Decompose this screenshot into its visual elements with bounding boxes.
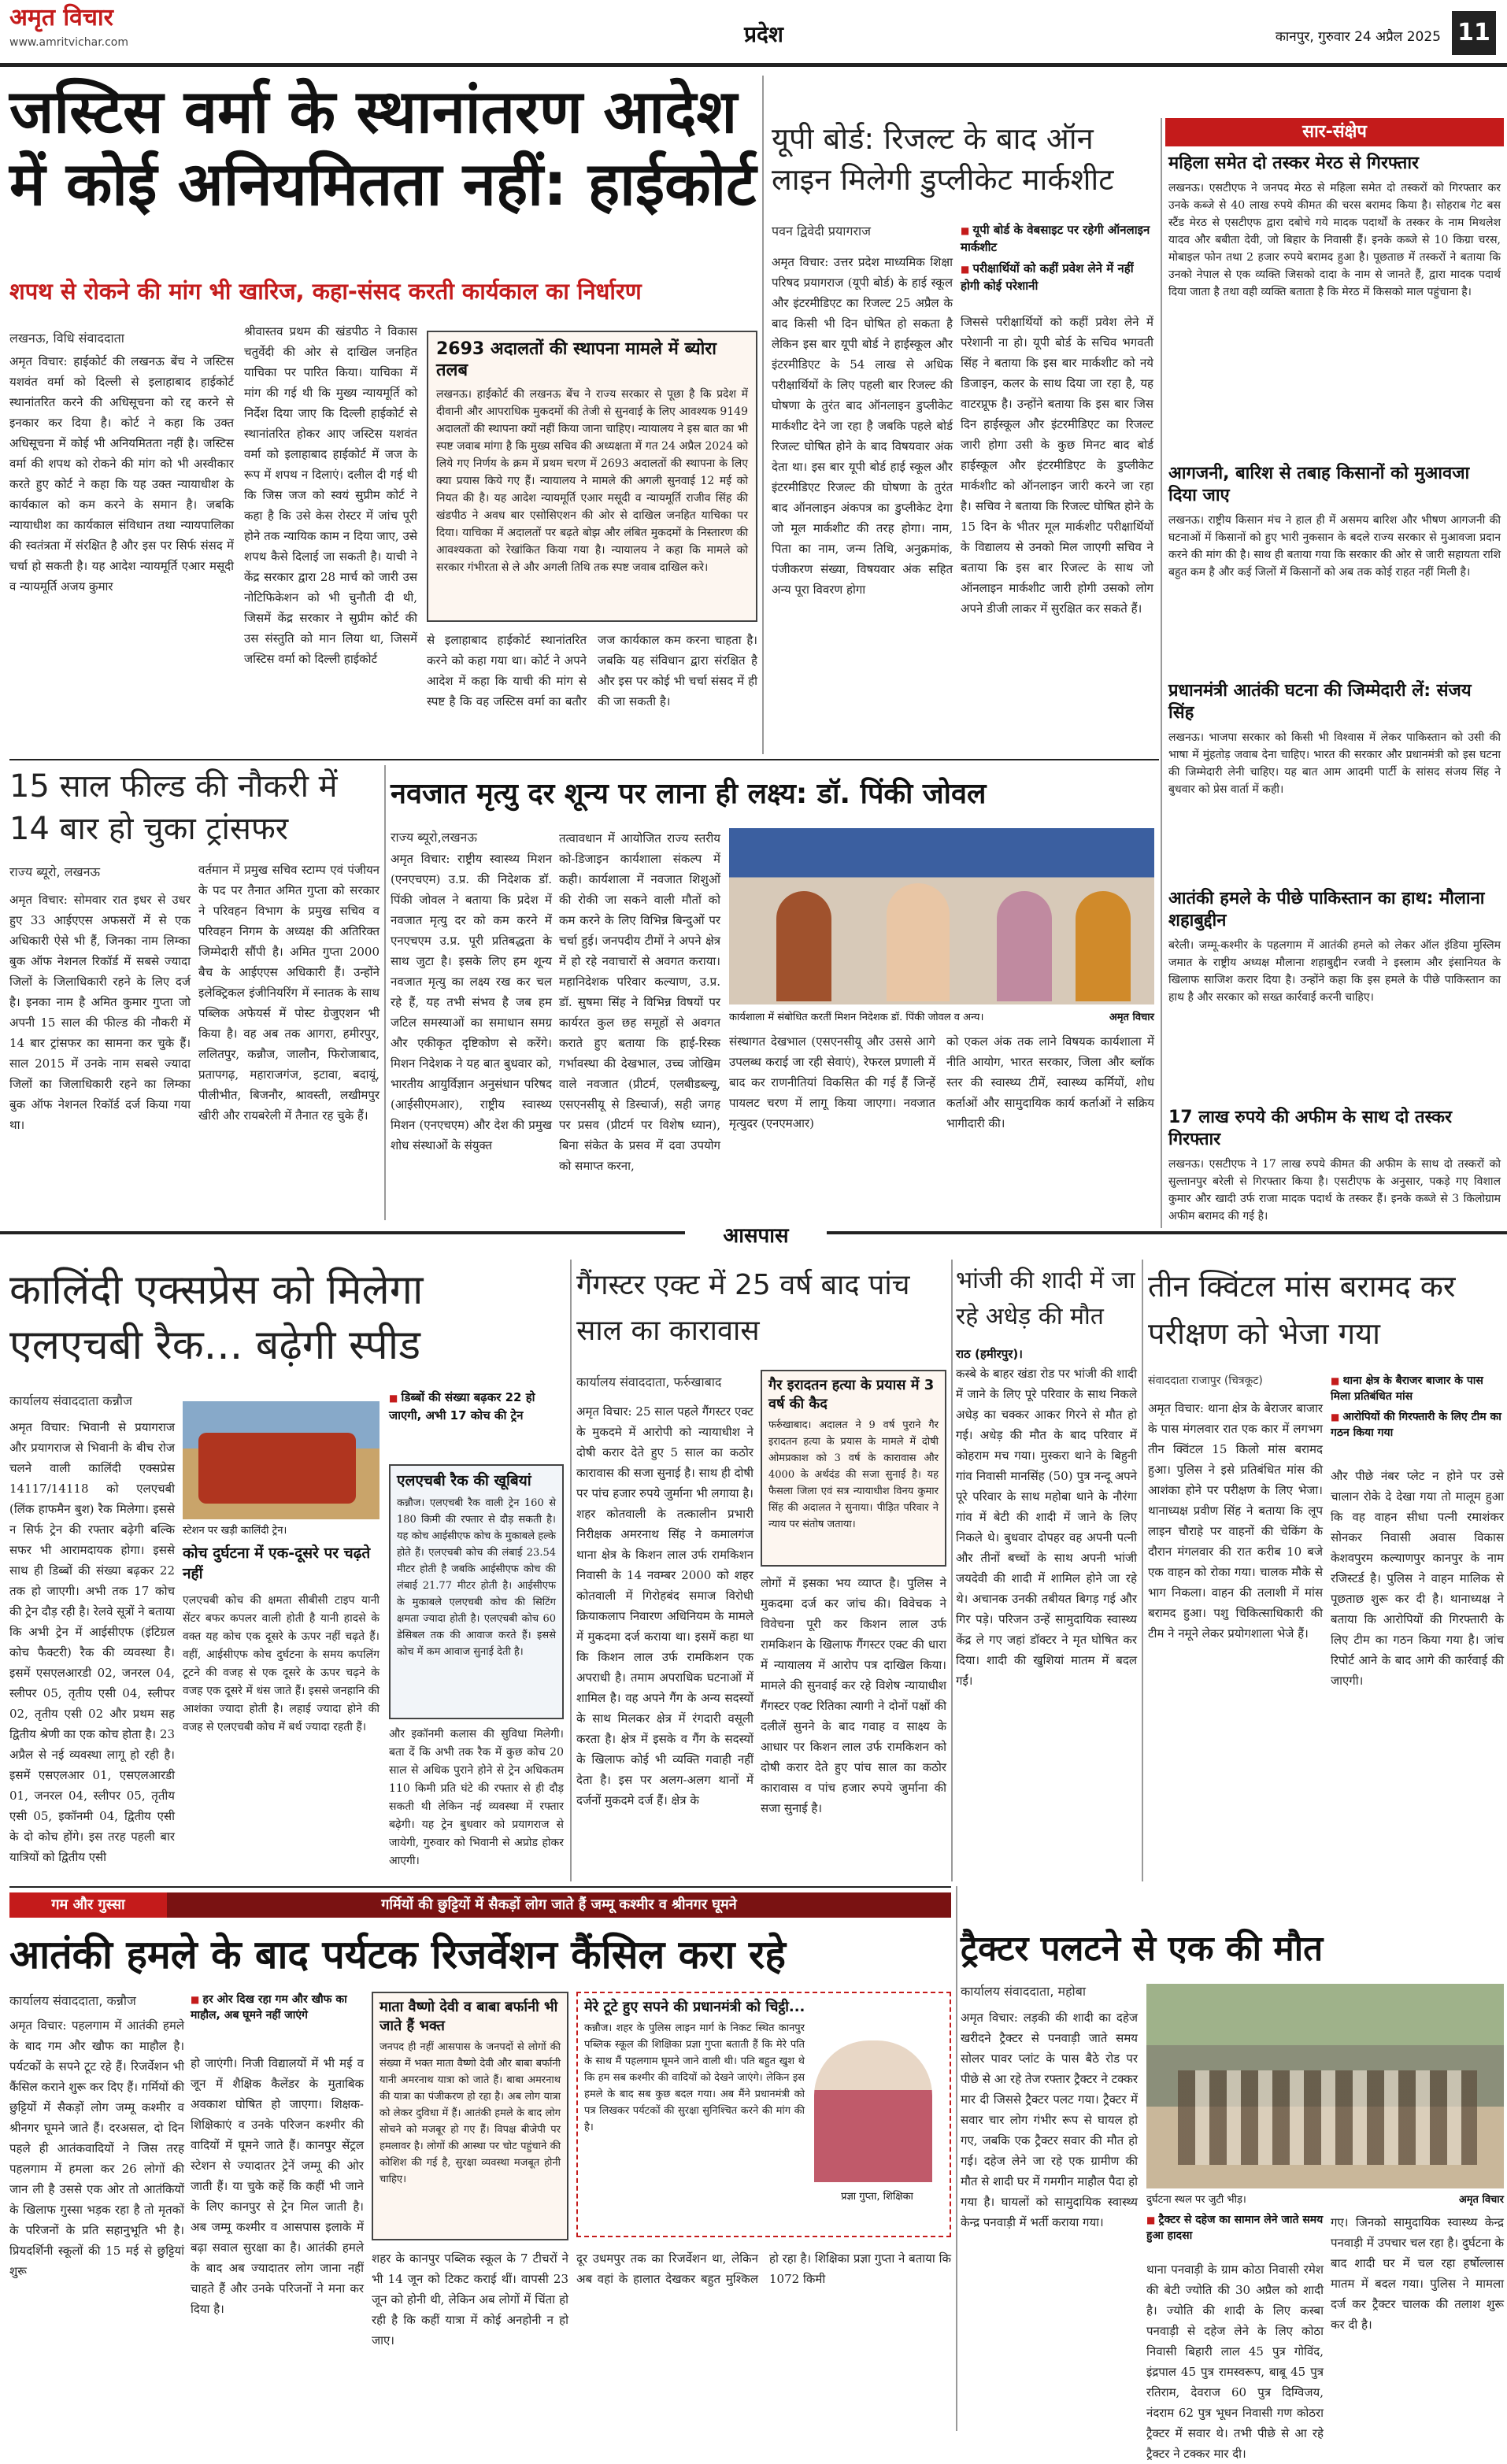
bhanji-byline: राठ (हमीरपुर)। — [956, 1347, 1023, 1361]
kalindi-photo — [183, 1401, 380, 1519]
newborn-headline[interactable]: नवजात मृत्यु दर शून्य पर लाना ही लक्ष्य: डॉ. पिंकी जोवल — [391, 778, 987, 810]
sidebar-item[interactable] — [1168, 1107, 1501, 1225]
dateline: कानपुर, गुरुवार 24 अप्रैल 2025 — [1275, 29, 1441, 45]
transfer-headline[interactable]: 15 साल फील्ड की नौकरी में 14 बार हो चुका ट्रांसफर — [9, 768, 338, 847]
col-rule — [951, 1260, 953, 1881]
col-rule — [956, 1886, 957, 2431]
kalindi-headline[interactable]: कालिंदी एक्सप्रेस को मिलेगा एलएचबी रैक... बढ़ेगी स्पीड — [9, 1267, 424, 1369]
kalindi-box-body: कन्नौज। एलएचबी रैक वाली ट्रेन 160 से 180 किमी की रफ्तार से दौड़ सकती है। यह कोच आईसीएफ कोच के मुकाबले हल्के होते हैं। एलएचबी कोच की लंबाई 23.54 मीटर होती है जबकि आईसीएफ कोच की लंबाई 21.77 मीटर होती है। आईसीएफ के मुकाबले एलएचबी कोच की सिटिंग क्षमता ज्यादा होती है। एलएचबी कोच 60 डेसिबल तक की आवाज करते हैं। इससे कोच में कम आवाज सुनाई देती है। — [397, 1497, 556, 1658]
quote-name: प्रज्ञा गुप्ता, शिक्षिका — [841, 2191, 913, 2203]
sidebar-item[interactable] — [1168, 888, 1501, 1101]
tractor-headline[interactable]: ट्रैक्टर पलटने से एक की मौत — [961, 1929, 1324, 1969]
meat-body-1: अमृत विचार: थाना क्षेत्र के बेराजर बाजार के पास मंगलवार रात एक कार में लगभग तीन क्विंटल 15 किलो मांस बरामद हुआ। पुलिस ने इसे प्रतिबंधित मांस की आशंका होने पर परीक्षण के लिए भेजा। थानाध्यक्ष प्रवीण सिंह ने बताया कि लूप लाइन चौराहे पर वाहनों की चेकिंग के दौरान मंगलवार की रात करीब 10 बजे एक वाहन को रोका गया। चालक मौके से भाग निकला। वाहन की तलाशी में मांस बरामद हुआ। पशु चिकित्साधिकारी की टीम ने नमूने लेकर प्रयोगशाला भेजे हैं। — [1148, 1401, 1323, 1641]
newborn-byline: राज्य ब्यूरो,लखनऊ — [391, 830, 477, 845]
tourism-body-2: हो जाएंगी। निजी विद्यालयों में भी मई व जून में शैक्षिक कैलेंडर के मुताबिक अवकाश घोषित हो जाएगा। शिक्षक-शिक्षिकाएं व उनके परिजन कश्मीर की वादियों में घूमने जाते हैं। कानपुर सेंट्रल स्टेशन से ज्यादातर ट्रेनें जम्मू की ओर जाती हैं। या चुके कहें कि कहीं भी जाने के लिए कानपुर से ट्रेन मिल जाती है। अब जम्मू कश्मीर व आसपास इलाके में बढ़ा सवाल सुरक्षा का है। आतंकी हमले के बाद अब ज्यादातर लोग जाना नहीं चाहते हैं और उनके परिजनों ने मना कर दिया है। — [191, 2056, 364, 2316]
col-rule — [1142, 1260, 1143, 1881]
person-figure — [997, 891, 1052, 1001]
sidebar-item-body: लखनऊ। भाजपा सरकार को किसी भी विश्वास में लेकर पाकिस्तान को उसी की भाषा में मुंहतोड़ जवाब देना चाहिए। भारत की सरकार और प्रधानमंत्री को इस घटना की जिम्मेदारी लेनी चाहिए। यह बात आम आदमी पार्टी के सांसद संजय सिंह ने बुधवार को प्रेस वार्ता में कही। — [1168, 731, 1501, 796]
train-icon — [198, 1433, 356, 1504]
gangster-box — [761, 1370, 946, 1567]
tourism-strap: गर्मियों की छुट्टियों में सैकड़ों लोग जाते हैं जम्मू कश्मीर व श्रीनगर घूमने — [167, 1892, 951, 1918]
upboard-byline: पवन द्विवेदी प्रयागराज — [772, 224, 872, 239]
upboard-body-2: जिससे परीक्षार्थियों को कहीं प्रवेश लेने में परेशानी ना हो। यूपी बोर्ड के सचिव भगवती सिंह ने बताया कि इस बार मार्कशीट को नये डिजाइन, कलर के साथ दिया जा रहा है, यह वाटरप्रूफ है। उन्होंने बताया कि इस बार जिस दिन हाईस्कूल और इंटरमीडिएट का रिजल्ट जारी होगा उसी के कुछ मिनट बाद बोर्ड हाईस्कूल और इंटरमीडिएट के डुप्लीकेट मार्कशीट को ऑनलाइन जारी करने जा रहा है। सचिव ने बताया कि रिजल्ट घोषित होने के 15 दिन के भीतर मूल मार्कशीट परीक्षार्थियों के विद्यालय से उनको मिल जाएगी सचिव ने बताया कि इस बार रिजल्ट के साथ जो ऑनलाइन मार्कशीट जारी होगी उसको लोग अपने डीजी लाकर में सुरक्षित कर सकते हैं। — [961, 315, 1153, 616]
tourism-box-body: जनपद ही नहीं आसपास के जनपदों से लोगों की संख्या में भक्त माता वैष्णो देवी और बाबा बर्फानी यानी अमरनाथ यात्रा को जाते हैं। बाबा अमरनाथ की यात्रा का पंजीकरण हो रहा है। अब लोग यात्रा को लेकर दुविधा में हैं। आतंकी हमले के बाद लोग सोचने को मजबूर हो गए हैं। विपक्ष बीजेपी पर हमलावर है। लोगों की आस्था पर चोट पहुंचाने की कोशिश की गई है, सुरक्षा व्यवस्था मजबूत होनी चाहिए। — [380, 2041, 561, 2185]
person-figure — [887, 883, 950, 1001]
newborn-photo-caption: कार्यशाला में संबोधित करतीं मिशन निदेशक डॉ. पिंकी जोवल व अन्य। — [729, 1012, 984, 1023]
gangster-body-2: लोगों में इसका भय व्याप्त है। पुलिस ने मुकदमा दर्ज कर जांच की। विवेचक ने विवेचना पूरी कर किशन लाल उर्फ रामकिशन के खिलाफ गैंगस्टर एक्ट की धारा में न्यायालय में आरोप पत्र दाखिल किया। मामले की सुनवाई कर रहे विशेष न्यायाधीश गैंगस्टर एक्ट रितिका त्यागी ने दोनों पक्षों की दलीलें सुनने के बाद गवाह व साक्ष्य के आधार पर किशन लाल उर्फ रामकिशन को दोषी करार देते हुए पांच साल का कठोर कारावास व पांच हजार रुपये जुर्माना की सजा सुनाई है। — [761, 1576, 946, 1815]
newborn-photo — [729, 828, 1154, 1004]
upboard-body-1: अमृत विचार: उत्तर प्रदेश माध्यमिक शिक्षा परिषद प्रयागराज (यूपी बोर्ड) के हाई स्कूल और इंटरमीडिएट का रिजल्ट 25 अप्रैल के बाद किसी भी दिन घोषित हो सकता है लेकिन इस बार यूपी बोर्ड ने हाईस्कूल और इंटरमीडिएट के 54 लाख से अधिक परीक्षार्थियों के लिए पहली बार रिजल्ट की घोषणा के तुरंत बाद ऑनलाइन डुप्लीकेट मार्कशीट देने जा रहा है जबकि पहले बोर्ड रिजल्ट घोषित होने के बाद विषयवार अंक देता था। इस बार यूपी बोर्ड हाई स्कूल और इंटरमीडिएट रिजल्ट की घोषणा के तुरंत बाद ऑनलाइन अंकपत्र का डुप्लीकेट देगा जो मूल मार्कशीट की तरह होगा। नाम, पिता का नाम, जन्म तिथि, अनुक्रमांक, पंजीकरण संख्या, विषयवार अंक सहित अन्य पूरा विवरण होगा — [772, 255, 953, 597]
sidebar-item-body: लखनऊ। राष्ट्रीय किसान मंच ने हाल ही में असमय बारिश और भीषण आगजनी की घटनाओं में किसानों को हुए भारी नुकसान के बदले राज्य सरकार से मुआवजा प्रदान करने की मांग की है। साथ ही बताया गया कि सरकार की ओर से जारी सहायता राशि बहुत कम है और कई जिलों में किसानों को अब तक कोई राहत नहीं मिली है। — [1168, 514, 1501, 579]
section-aaspaas: आसपास — [685, 1222, 827, 1250]
bullet-2: ■ आरोपियों की गिरफ्तारी के लिए टीम का गठन किया गया — [1331, 1409, 1504, 1441]
sidebar-item-body: लखनऊ। एसटीएफ ने 17 लाख रुपये कीमत की अफीम के साथ दो तस्करों को सुल्तानपुर बरेली से गिरफ्तार किया है। एसटीएफ के अनुसार, पकड़े गए विशाल कुमार और खादी उर्फ राजा मादक पदार्थ के तस्कर हैं। इनके कब्जे से 3 किलोग्राम अफीम बरामद की गई है। — [1168, 1158, 1501, 1223]
tourism-body-3: शहर के कानपुर पब्लिक स्कूल के 7 टीचरों ने भी 14 जून को टिकट कराई थीं। वापसी 23 जून को होनी थी, लेकिन अब लोगों में चिंता हो रही है कि कहीं यात्रा में कोई अनहोनी न हो जाए। — [372, 2251, 568, 2347]
tractor-photo — [1146, 1984, 1504, 2188]
tourism-box — [372, 1992, 568, 2240]
meat-byline: संवाददाता राजापुर (चित्रकूट) — [1148, 1374, 1263, 1387]
bhanji-headline[interactable]: भांजी की शादी में जा रहे अधेड़ की मौत — [956, 1267, 1135, 1330]
sidebar-item-body: बरेली। जम्मू-कश्मीर के पहलगाम में आतंकी हमले को लेकर ऑल इंडिया मुस्लिम जमात के राष्ट्रीय अध्यक्ष मौलाना शहाबुद्दीन रजवी ने इस्लाम और इंसानियत के खिलाफ साजिश करार दिया है। उन्होंने कहा कि इस हमले के पीछे पाकिस्तान का हाथ है और सरकार को सख्त कार्रवाई करनी चाहिए। — [1168, 939, 1501, 1004]
meat-body-2: और पीछे नंबर प्लेट न होने पर उसे चालान रोके दे देखा गया तो मालूम हुआ कि वह वाहन सीधा पत्नी रमाशंकर सोनकर निवासी अवास विकास केशवपुरम कल्याणपुर कानपुर के नाम रजिस्टर्ड है। पुलिस ने वाहन मालिक से पूछताछ शुरू कर दी है। थानाध्यक्ष ने बताया कि आरोपियों की गिरफ्तारी के लिए टीम का गठन किया गया है। जांच रिपोर्ट आने के बाद आगे की कार्रवाई की जाएगी। — [1331, 1469, 1504, 1688]
col-rule — [570, 1260, 572, 1881]
newborn-body-3: संस्थागत देखभाल (एसएनसीयू और उससे आगे उपलब्ध कराई जा रही सेवाएं), रेफरल प्रणाली में बाद कर राणनीतियां विकसित की गई हैं जिन्हें पायलट चरण में लागू किया जाएगा। नवजात मृत्युदर (एनएमआर) — [729, 1034, 935, 1130]
kalindi-body-3: और इकॉनमी कलास की सुविधा मिलेगी। बता दें कि अभी तक रैक में कुछ कोच 20 साल से अधिक पुराने होने से ट्रेन अधिकतम 110 किमी प्रति घंटे की रफ्तार से ही दौड़ सकती थी लेकिन नई व्यवस्था में रफ्तार बढ़ेगी। यह ट्रेन बुधवार को प्रयागराज से जायेगी, गुरुवार को भिवानी से अप्रोड होकर आएगी। — [389, 1728, 564, 1867]
kalindi-byline: कार्यालय संवाददाता कन्नौज — [9, 1393, 132, 1408]
tourism-tag: गम और गुस्सा — [9, 1892, 167, 1918]
sidebar-item-headline: 17 लाख रुपये की अफीम के साथ दो तस्कर गिरफ्तार — [1168, 1108, 1453, 1149]
tourism-byline: कार्यालय संवाददाता, कन्नौज — [9, 1993, 136, 2008]
sidebox-title: 2693 अदालतों की स्थापना मामले में ब्योरा तलब — [436, 339, 717, 380]
tourism-body-4: दूर उधमपुर तक का रिजर्वेशन था, लेकिन अब वहां के हालात देखकर बहुत मुश्किल हो रहा है। शिक्षिका प्रज्ञा गुप्ता ने बताया कि 1072 किमी — [576, 2251, 951, 2286]
upboard-headline[interactable]: यूपी बोर्ड: रिजल्ट के बाद ऑन लाइन मिलेगी डुप्लीकेट मार्कशीट — [772, 121, 1114, 197]
sidebar-title: सार-संक्षेप — [1165, 118, 1504, 146]
gangster-headline[interactable]: गैंगस्टर एक्ट में 25 वर्ष बाद पांच साल का कारावास — [576, 1269, 910, 1347]
tourism-box-title: माता वैष्णो देवी व बाबा बर्फानी भी जाते हैं भक्त — [380, 1999, 558, 2034]
kalindi-box — [389, 1464, 564, 1719]
tractor-photo-credit: अमृत विचार — [1458, 2194, 1504, 2206]
lead-body-3: से इलाहाबाद हाईकोर्ट स्थानांतरित करने को कहा गया था। कोर्ट ने अपने आदेश में कहा कि याची की मांग से स्पष्ट है कि वह जस्टिस वर्मा का बतौर जज कार्यकाल कम करना चाहता है। जबकि यह संविधान द्वारा संरक्षित है और इस पर कोई भी चर्चा संसद में ही की जा सकती है। — [427, 633, 757, 708]
transfer-body-1: अमृत विचार: सोमवार रात इधर से उधर हुए 33 आईएएस अफसरों में से एक अधिकारी ऐसे भी हैं, जिनका नाम लिम्का बुक ऑफ नेशनल रिकॉर्ड में सबसे ज्यादा जिलों के जिलाधिकारी रहने के लिए दर्ज है। इनका नाम है अमित कुमार गुप्ता जो अपनी 15 साल की फील्ड की नौकरी में 14 बार ट्रांसफर का सामना कर चुके हैं। साल 2015 में उनके नाम सबसे ज्यादा जिलों का जिलाधिकारी रहने का लिम्का बुक ऑफ नेशनल रिकॉर्ड दर्ज किया गया था। — [9, 893, 191, 1132]
sidebar-item[interactable] — [1168, 680, 1501, 882]
sidebar-item[interactable] — [1168, 463, 1501, 674]
newborn-body-1: अमृत विचार: राष्ट्रीय स्वास्थ्य मिशन (एनएचएम) उ.प्र. की निदेशक डॉ. पिंकी जोवल ने बताया कि प्रदेश में नवजात मृत्यु दर को कम करने में एनएचएम उ.प्र. पूरी प्रतिबद्धता के साथ जुटा है। इसके लिए हम शून्य नवजात मृत्यु का लक्ष्य रख कर चल रहे हैं, यह तभी संभव है जब हम जटिल समस्याओं का समाधान समग्र और एकीकृत दृष्टिकोण से करेंगे। मिशन निदेशक ने यह बात बुधवार को, भारतीय आयुर्विज्ञान अनुसंधान परिषद (आईसीएमआर), राष्ट्रीय स्वास्थ्य मिशन (एनएचएम) और देश की प्रमुख शोध संस्थाओं के संयुक्त — [391, 852, 552, 1152]
divider — [9, 1886, 951, 1888]
lead-body-2: श्रीवास्तव प्रथम की खंडपीठ ने विकास चतुर्वेदी की ओर से दाखिल जनहित याचिका पर पारित किया। याचिका में मांग की गई थी कि मुख्य न्यायमूर्ति को निर्देश दिया जाए कि दिल्ली हाईकोर्ट से स्थानांतरित होकर आए जस्टिस यशवंत वर्मा को इलाहाबाद हाईकोर्ट में जज के रूप में शपथ न दिलाएं। दलील दी गई थी कि जिस जज को स्वयं सुप्रीम कोर्ट ने कहा है कि उसे केस रोस्टर में जांच पूरी होने तक न्यायिक काम न दिया जाए, उसे शपथ कैसे दिलाई जा सकती है। याची ने केंद्र सरकार द्वारा 28 मार्च को जारी उस नोटिफिकेशन को भी चुनौती दी थी, जिसमें केंद्र सरकार ने सुप्रीम कोर्ट की उस संस्तुति को मान लिया था, जिसमें जस्टिस वर्मा को दिल्ली हाईकोर्ट — [244, 324, 417, 666]
quote-body: कन्नौज। शहर के पुलिस लाइन मार्ग के निकट स्थित कानपुर पब्लिक स्कूल की शिक्षिका प्रज्ञा गुप्ता बताती हैं कि मेरे पति के साथ मैं पहलगाम घूमने जाने वाली थी। पति बहुत खुश थे कि हम सब कश्मीर की वादियों को देखने जाएंगे। लेकिन इस हमले के बाद सब कुछ बदल गया। अब मैंने प्रधानमंत्री को पत्र लिखकर पर्यटकों की सुरक्षा सुनिश्चित करने की मांग की है। — [584, 2022, 805, 2133]
kalindi-bullet: ■ डिब्बों की संख्या बढ़कर 22 हो जाएगी, अभी 17 कोच की ट्रेन — [389, 1389, 562, 1460]
gangster-byline: कार्यालय संवाददाता, फर्रुखाबाद — [576, 1374, 722, 1389]
tractor-body-3: गए। जिनको सामुदायिक स्वास्थ्य केन्द्र पनवाड़ी में उपचार चल रहा है। दुर्घटना के बाद शादी घर में चल रहा हर्षोल्लास मातम में बदल गया। पुलिस ने मामला दर्ज कर ट्रैक्टर चालक की तलाश शुरू कर दी है। — [1331, 2215, 1504, 2332]
gangster-box-body: फर्रुखाबाद। अदालत ने 9 वर्ष पुराने गैर इरादतन हत्या के प्रयास के मामले में दोषी ओमप्रकाश को 3 वर्ष के कारावास और 4000 के अर्थदंड की सजा सुनाई है। यह फैसला जिला एवं सत्र न्यायाधीश विनय कुमार सिंह की अदालत ने सुनाया। पीड़ित परिवार ने न्याय पर संतोष जताया। — [768, 1419, 939, 1530]
bhanji-body: कस्बे के बाहर खंडा रोड पर भांजी की शादी में जाने के लिए पूरे परिवार के साथ निकले अधेड़ का चक्कर आकर गिरने से मौत हो गई। अधेड़ की मौत के बाद परिवार में कोहराम मच गया। मुस्करा थाने के बिहुनी गांव निवासी मानसिंह (50) पुत्र नन्दू अपने पूरे परिवार के साथ महोबा थाने के नौरंगा गांव में बेटी की शादी में जाने के लिए निकले थे। बुधवार दोपहर वह अपनी पत्नी और तीनों बच्चों के साथ अपनी भांजी जयदेवी की शादी में शामिल होने जा रहे थे। अचानक उनकी तबीयत बिगड़ गई और गिर पड़े। परिजन उन्हें सामुदायिक स्वास्थ्य केंद्र ले गए जहां डॉक्टर ने मृत घोषित कर दिया। शादी की खुशियां मातम में बदल गईं। — [956, 1367, 1137, 1688]
logo[interactable]: अमृत विचार — [9, 4, 113, 31]
gangster-box-title: गैर इरादतन हत्या के प्रयास में 3 वर्ष की कैद — [768, 1377, 935, 1412]
portrait — [814, 2040, 932, 2182]
lead-sidebox — [427, 331, 757, 622]
kalindi-body-1: अमृत विचार: भिवानी से प्रयागराज और प्रयागराज से भिवानी के बीच रोज चलने वाली कालिंदी एक्सप्रेस 14117/14118 को एलएचबी (लिंक हाफमैन बुश) रैक मिलेगा। इससे न सिर्फ ट्रेन की रफ्तार बढ़ेगी बल्कि सफर भी आरामदायक होगा। इससे साथ ही डिब्बों की संख्या बढ़कर 22 तक हो जाएगी। अभी तक 17 कोच की ट्रेन दौड़ रही है। रेलवे सूत्रों ने बताया कि अभी ट्रेन में आईसीएफ (इंटिग्रल कोच फैक्टरी) रैक की व्यवस्था है। इसमें एसएलआरडी 02, जनरल 04, स्लीपर 05, तृतीय एसी 04, स्लीपर 02, तृतीय एसी 02 और प्रथम सह द्वितीय श्रेणी का एक कोच होता है। 23 अप्रैल से नई व्यवस्था लागू हो रही है। इसमें एसएलआर 01, एसएलआरडी 01, जनरल 04, स्लीपर 05, तृतीय एसी 05, इकॉनमी 04, द्वितीय एसी के दो कोच होंगे। इस तरह पहली बार यात्रियों को द्वितीय एसी — [9, 1420, 175, 1864]
sidebar-item-headline: आतंकी हमले के पीछे पाकिस्तान का हाथ: मौलाना शहाबुद्दीन — [1168, 889, 1485, 930]
sidebox-body: लखनऊ। हाईकोर्ट की लखनऊ बेंच ने राज्य सरकार से पूछा है कि प्रदेश में दीवानी और आपराधिक मुकदमों की तेजी से सुनवाई के लिए आवश्यक 9149 अदालतों की स्थापना क्यों नहीं किया जाना चाहिए। न्यायालय ने इस बात का भी स्पष्ट जवाब मांगा है कि मुख्य सचिव की अध्यक्षता में गत 24 अप्रैल 2024 को लिये गए निर्णय के क्रम में प्रथम चरण में 2693 अदालतों की स्थापना के लिए क्या प्रयास किये गए हैं। न्यायालय ने मामले की अगली सुनवाई 12 मई को नियत की है। यह आदेश न्यायमूर्ति एआर मसूदी व न्यायमूर्ति राजीव सिंह की खंडपीठ ने अवध बार एसोसिएशन की ओर से दाखिल जनहित याचिका पर दिया। याचिका में अदालतों पर बढ़ते बोझ और लंबित मुकदमों के निस्तारण की आवश्यकता को रेखांकित किया गया है। न्यायालय ने कहा कि मामले को सरकार गंभीरता से ले और अगली तिथि तक स्पष्ट जवाब दाखिल करे। — [436, 388, 748, 574]
gangster-body-1: अमृत विचार: 25 साल पहले गैंगस्टर एक्ट के मुकदमे में आरोपी को न्यायाधीश ने दोषी करार देते हुए 5 साल का कठोर कारावास की सजा सुनाई है। साथ ही दोषी पर पांच हजार रुपये जुर्माना भी लगाया है। शहर कोतवाली के तत्कालीन प्रभारी निरीक्षक अमरनाथ सिंह ने कमालगंज थाना क्षेत्र के किशन लाल उर्फ रामकिशन निवासी के 14 नवम्बर 2000 को शहर कोतवाली में गिरोहबंद समाज विरोधी क्रियाकलाप निवारण अधिनियम के मामले में मुकदमा दर्ज कराया था। इसमें कहा था कि किशन लाल उर्फ रामकिशन एक अपराधी है। तमाम अपराधिक घटनाओं में शामिल है। वह अपने गैंग के अन्य सदस्यों के साथ मिलकर क्षेत्र में रंगदारी वसूली करता है। क्षेत्र में इसके व गैंग के सदस्यों के खिलाफ कोई भी व्यक्ति गवाही नहीं देता है। इस पर अलग-अलग थानों में दर्जनों मुकदमे दर्ज हैं। क्षेत्र के — [576, 1404, 754, 1807]
quote-title: मेरे टूटे हुए सपने की प्रधानमंत्री को चिट्ठी... — [584, 1999, 805, 2015]
section-label: प्रदेश — [693, 17, 835, 52]
lead-body-1: अमृत विचार: हाईकोर्ट की लखनऊ बेंच ने जस्टिस यशवंत वर्मा को दिल्ली से इलाहाबाद हाईकोर्ट स्थानांतरित करने की अधिसूचना को रद्द करने से इनकार कर दिया है। कोर्ट ने कहा कि उक्त अधिसूचना में कोई भी अनियमितता नहीं है। जस्टिस वर्मा की शपथ को रोकने की मांग को भी अस्वीकार करते हुए कोर्ट ने कहा कि यह उक्त न्यायाधीश के कार्यकाल को कम करने के समान है। जबकि न्यायाधीश का कार्यकाल संविधान तथा न्यायपालिका की स्वतंत्रता में संरक्षित है और इस पर सिर्फ संसद में चर्चा हो सकती है। यह आदेश न्यायमूर्ति एआर मसूदी व न्यायमूर्ति अजय कुमार — [9, 354, 234, 594]
tractor-body-1: अमृत विचार: लड़की की शादी का दहेज खरीदने ट्रैक्टर से पनवाड़ी जाते समय सोलर पावर प्लांट के पास बैठे रोड पर पीछे से आ रहे तेज रफ्तार ट्रैक्टर ने टक्कर मार दी जिससे ट्रैक्टर पलट गया। ट्रैक्टर में सवार चार लोग गंभीर रूप से घायल हो गए, जबकि एक ट्रैक्टर सवार की मौत हो गई। दहेज लेने जा रहे एक ग्रामीण की मौत से शादी घर में गमगीन माहौल पैदा हो गया है। घायलों को सामुदायिक स्वास्थ्य केन्द्र पनवाड़ी में भर्ती कराया गया। — [961, 2011, 1138, 2229]
col-rule — [1161, 118, 1162, 1228]
tractor-photo-caption: दुर्घटना स्थल पर जुटी भीड़। — [1146, 2194, 1246, 2206]
sidebar-item-headline: आगजनी, बारिश से तबाह किसानों को मुआवजा दिया जाए — [1168, 464, 1470, 505]
kalindi-photo-caption: स्टेशन पर खड़ी कालिंदी ट्रेन। — [183, 1525, 287, 1537]
sidebar-item-body: लखनऊ। एसटीएफ ने जनपद मेरठ से महिला समेत दो तस्करों को गिरफ्तार कर उनके कब्जे से 40 लाख रुपये कीमत की चरस बरामद किया है। सोहराब गेट बस स्टैंड मेरठ से एसटीएफ द्वारा दबोचे गये मादक पदार्थों के तस्कर के नाम मिथलेश यादव और बबीता देवी, जो बिहार के निवासी हैं। इनके कब्जे से 10 किग्रा चरस, मोबाइल फोन तथा 2 हजार रुपये बरामद हुआ है। पूछताछ में तस्करों ने बताया कि उनको नेपाल से एक व्यक्ति जिसको दादा के नाम से जानते हैं, द्वारा मादक पदार्थ दिया जाता है तथा वही व्यक्ति बताता है कि मेरठ में किसको माल पहुंचाना है। — [1168, 182, 1501, 298]
lead-headline[interactable]: जस्टिस वर्मा के स्थानांतरण आदेश में कोई अनियमितता नहीं: हाईकोर्ट — [9, 76, 757, 219]
sidebar-item-headline: प्रधानमंत्री आतंकी घटना की जिम्मेदारी लें: संजय सिंह — [1168, 681, 1472, 723]
bullet-1: ■ थाना क्षेत्र के बैराजर बाजार के पास मिला प्रतिबंधित मांस — [1331, 1373, 1504, 1404]
col-rule — [384, 765, 386, 1220]
newborn-photo-credit: अमृत विचार — [1109, 1012, 1154, 1023]
bullet-2: ■ परीक्षार्थियों को कहीं प्रवेश लेने में नहीं होगी कोई परेशानी — [961, 261, 1153, 294]
tourism-quote — [576, 1992, 951, 2237]
meat-headline[interactable]: तीन क्विंटल मांस बरामद कर परीक्षण को भेजा गया — [1148, 1269, 1456, 1351]
masthead — [0, 0, 1507, 63]
transfer-body-2: वर्तमान में प्रमुख सचिव स्टाम्प एवं पंजीयन के पद पर तैनात अमित गुप्ता को सरकार ने परिवहन विभाग के प्रमुख सचिव व परिवहन निगम के अध्यक्ष की अतिरिक्त जिम्मेदारी सौंपी है। अमित गुप्ता 2000 बैच के आईएएस अधिकारी हैं। उन्होंने इलेक्ट्रिकल इंजीनियरिंग में स्नातक के साथ पब्लिक अफेयर्स में पोस्ट ग्रेजुएशन भी किया है। वह अब तक आगरा, हमीरपुर, ललितपुर, कन्नौज, जालौन, फिरोजाबाद, प्रतापगढ़, महाराजगंज, इटावा, बदायूं, पीलीभीत, बिजनौर, श्रावस्ती, लखीमपुर खीरी और रायबरेली में तैनात रह चुके हैं। — [198, 863, 380, 1123]
transfer-byline: राज्य ब्यूरो, लखनऊ — [9, 864, 101, 879]
upboard-bullets — [961, 222, 1153, 309]
divider — [0, 63, 1507, 67]
sidebar-item[interactable] — [1168, 153, 1501, 457]
crowd-figure — [1178, 2070, 1477, 2165]
page-number: 11 — [1452, 11, 1496, 55]
tractor-byline: कार्यालय संवाददाता, महोबा — [961, 1984, 1086, 1999]
kalindi-body-2: एलएचबी कोच की क्षमता सीबीसी टाइप यानी सेंटर बफर कपलर वाली होती है यानी हादसे के वक्त यह कोच एक दूसरे के ऊपर नहीं चढ़ते हैं। वहीं, आईसीएफ कोच दुर्घटना के समय कपलिंग टूटने की वजह से एक दूसरे के ऊपर चढ़ने के वजह एक दूसरे में धंस जाते हैं। इससे जनहानि की आशंका ज्यादा होती है। लहाई ज्यादा होने की वजह से एलएचबी कोच में बर्थ ज्यादा रहती हैं। — [183, 1594, 380, 1733]
tourism-headline[interactable]: आतंकी हमले के बाद पर्यटक रिजर्वेशन कैंसिल करा रहे — [9, 1932, 786, 1977]
col-rule — [762, 76, 764, 754]
divider — [9, 759, 1159, 760]
person-figure — [1076, 891, 1131, 1001]
meat-bullets — [1331, 1373, 1504, 1460]
newborn-body-2: तत्वावधान में आयोजित राज्य स्तरीय को-डिजाइन कार्यशाला संकल्प में कही। कार्यशाला में नवजात शिशुओं की रोकी जा सकने वाली मौतों को कम करने के लिए विभिन्न बिन्दुओं पर चर्चा हुई। जनपदीय टीमों ने अपने क्षेत्र में हो रहे नवाचारों से अवगत कराया। महानिदेशक परिवार कल्याण, उ.प्र. डॉ. सुषमा सिंह ने विभिन्न विषयों पर कार्यरत कुल छह समूहों से अवगत कराते हुए बताया कि हाई-रिस्क गर्भावस्था की देखभाल, उच्च जोखिम वाले नवजात (प्रीटर्म, एलबीडब्ल्यू, एसएनसीयू से डिस्चार्ज), सही जगह पर प्रसव (प्रीटर्म पर विशेष ध्यान), बिना संकेत के प्रसव में दवा उपयोग को समाप्त करना, — [559, 831, 720, 1173]
lead-deck: शपथ से रोकने की मांग भी खारिज, कहा-संसद करती कार्यकाल का निर्धारण — [9, 278, 642, 305]
newborn-body-4: को एकल अंक तक लाने विषयक कार्यशाला में नीति आयोग, भारत सरकार, जिला और ब्लॉक स्तर की स्वास्थ्य टीमें, स्वास्थ्य कर्मियों, शोध कर्ताओं और सामुदायिक कार्य कर्ताओं ने सक्रिय भागीदारी की। — [946, 1034, 1154, 1130]
kalindi-box-title: एलएचबी रैक की खूबियां — [397, 1472, 531, 1489]
tourism-body-1: अमृत विचार: पहलगाम में आतंकी हमले के बाद गम और खौफ का माहौल है। पर्यटकों के सपने टूट रहे हैं। रिजर्वेशन भी कैंसिल कराने शुरू कर दिए हैं। गर्मियों की छुट्टियों में सैकड़ों लोग जम्मू कश्मीर व श्रीनगर घूमने जाते हैं। दरअसल, दो दिन पहले ही आतंकवादियों ने जिस तरह पहलगाम में हमला कर 26 लोगों की जान ली है उससे एक ओर तो आतंकियों के खिलाफ गुस्सा भड़क रहा है तो मृतकों के परिजनों के प्रति सहानुभूति भी है। प्रियदर्शिनी स्कूलों की 15 मई से छुट्टियां शुरू — [9, 2018, 184, 2278]
lead-byline: लखनऊ, विधि संवाददाता — [9, 331, 124, 346]
person-figure — [776, 891, 831, 1001]
tractor-body-2: थाना पनवाड़ी के ग्राम कोठा निवासी रमेश की बेटी ज्योति की 30 अप्रैल को शादी है। ज्योति की शादी के लिए कस्बा पनवाड़ी से दहेज लेने के लिए कोठा निवासी बिहारी लाल 45 पुत्र गोविंद, इंद्रपाल 45 पुत्र रामस्वरूप, बाबू 45 पुत्र रतिराम, देवराज 60 पुत्र दिग्विजय, नंदराम 62 पुत्र भूधन निवासी गण कोठरा ट्रैक्टर में सवार थे। तभी पीछे से आ रहे ट्रैक्टर ने टक्कर मार दी। — [1146, 2262, 1324, 2461]
sidebar — [1165, 118, 1504, 1228]
site-url[interactable]: www.amritvichar.com — [9, 36, 129, 49]
tourism-bullet: ■ हर ओर दिख रहा गम और खौफ का माहौल, अब घूमने नहीं जाएंगे — [191, 1992, 364, 2047]
sidebar-item-headline: महिला समेत दो तस्कर मेरठ से गिरफ्तार — [1168, 154, 1420, 173]
kalindi-subhead: कोच दुर्घटना में एक-दूसरे पर चढ़ते नहीं — [183, 1545, 371, 1582]
tractor-bullet: ■ ट्रैक्टर से दहेज का सामान लेने जाते समय हुआ हादसा — [1146, 2212, 1324, 2256]
bullet-1: ■ यूपी बोर्ड के वेबसाइट पर रहेगी ऑनलाइन मार्कशीट — [961, 222, 1153, 256]
